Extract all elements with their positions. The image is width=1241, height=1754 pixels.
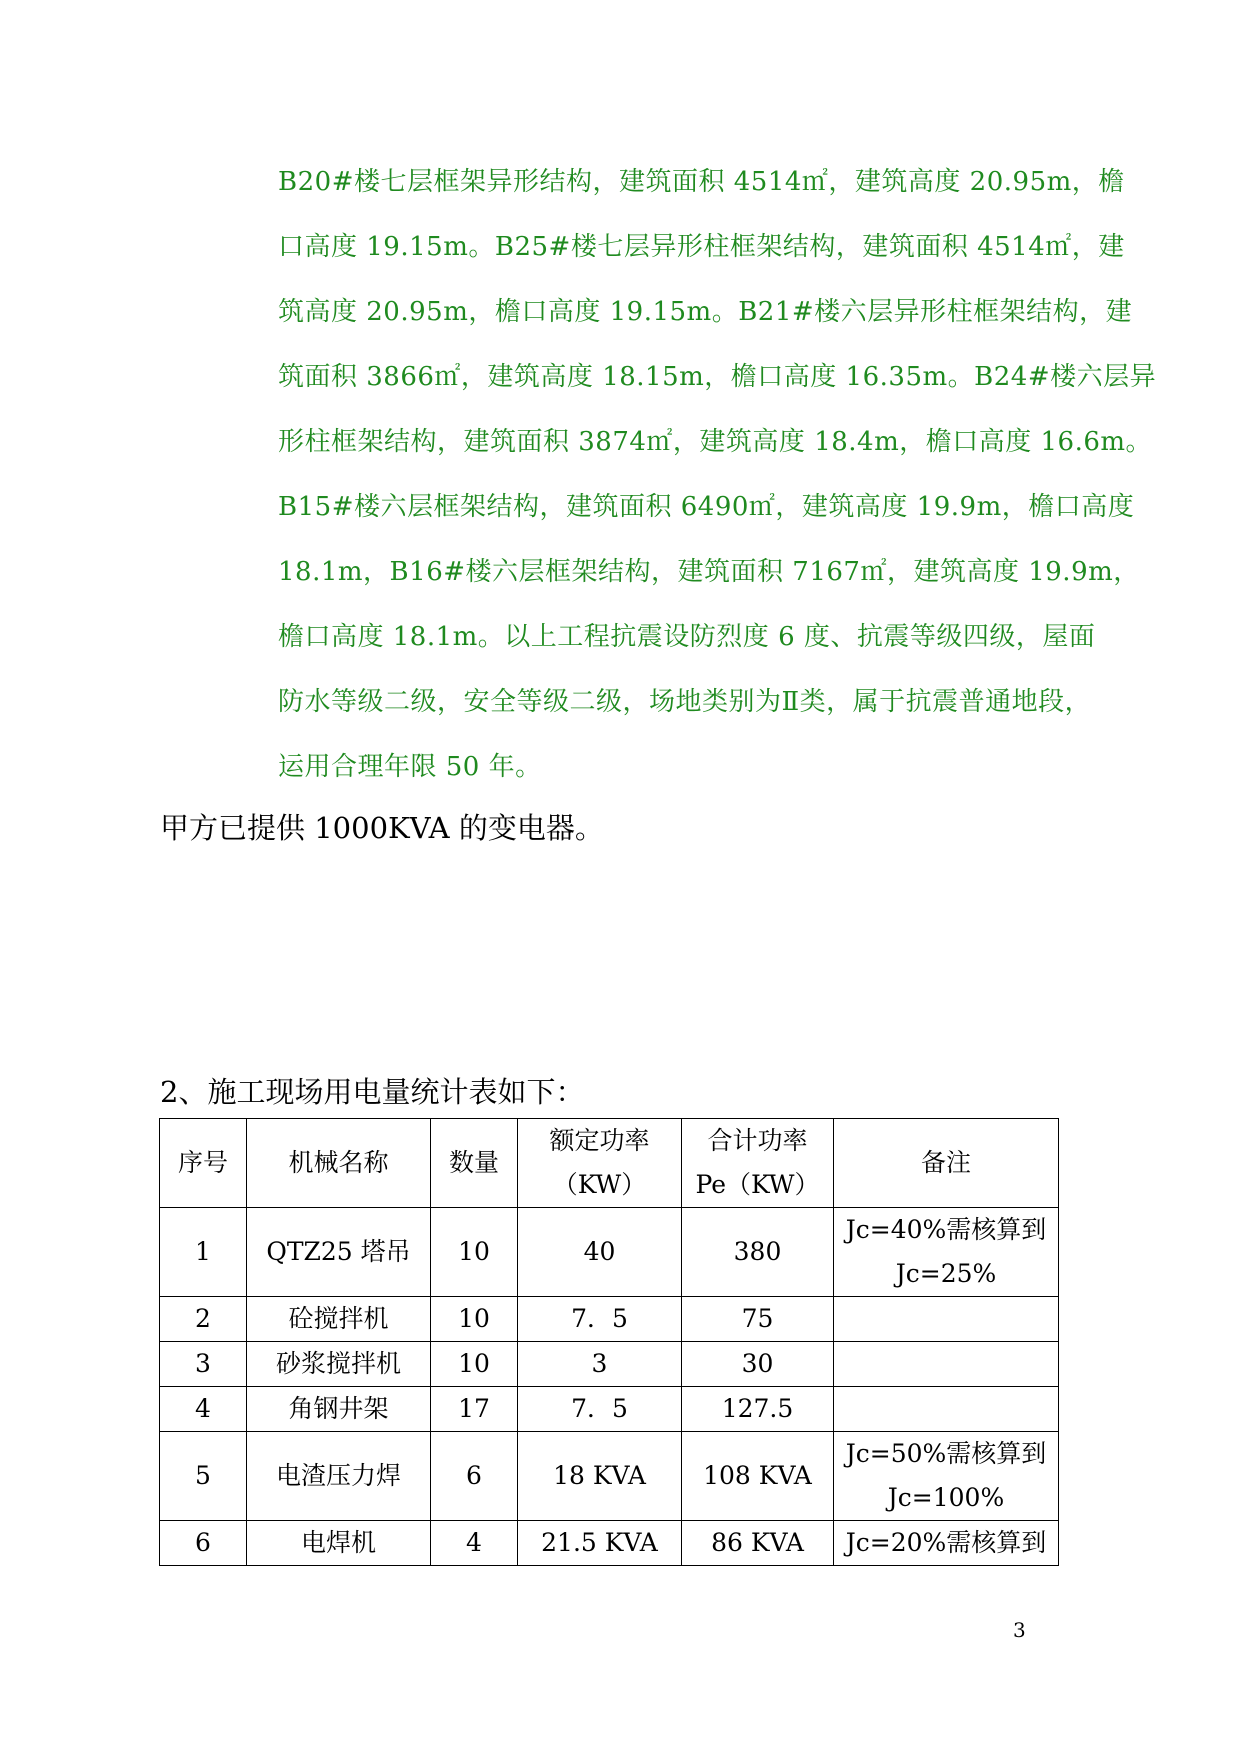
cell-rated: 7．5 bbox=[518, 1387, 682, 1432]
cell-total: 30 bbox=[682, 1342, 834, 1387]
cell-total: 108 KVA bbox=[682, 1432, 834, 1521]
header-total-line2: Pe（KW） bbox=[695, 1170, 820, 1199]
cell-seq: 1 bbox=[160, 1208, 247, 1297]
table-header-row bbox=[160, 1119, 1059, 1208]
paragraph-line: 运用合理年限 50 年。 bbox=[278, 752, 542, 782]
cell-qty: 6 bbox=[431, 1432, 518, 1521]
table-row bbox=[160, 1342, 1059, 1387]
paragraph-line: 口高度 19.15m。B25#楼七层异形柱框架结构，建筑面积 4514㎡，建 bbox=[278, 232, 1125, 262]
page-number: 3 bbox=[1013, 1618, 1026, 1642]
cell-qty: 10 bbox=[431, 1297, 518, 1342]
cell-seq: 4 bbox=[160, 1387, 247, 1432]
power-usage-table bbox=[159, 1118, 1059, 1566]
paragraph-line: B20#楼七层框架异形结构，建筑面积 4514㎡，建筑高度 20.95m，檐 bbox=[278, 167, 1125, 197]
cell-total: 380 bbox=[682, 1208, 834, 1297]
paragraph-line: 筑高度 20.95m，檐口高度 19.15m。B21#楼六层异形柱框架结构，建 bbox=[278, 297, 1133, 327]
cell-note bbox=[834, 1208, 1059, 1297]
cell-total: 75 bbox=[682, 1297, 834, 1342]
header-rated-line1: 额定功率 bbox=[549, 1126, 650, 1155]
cell-rated: 21.5 KVA bbox=[518, 1521, 682, 1566]
cell-note bbox=[834, 1342, 1059, 1387]
cell-rated: 40 bbox=[518, 1208, 682, 1297]
header-note: 备注 bbox=[834, 1119, 1059, 1208]
header-total-line1: 合计功率 bbox=[707, 1126, 808, 1155]
cell-note bbox=[834, 1432, 1059, 1521]
cell-name: 角钢井架 bbox=[247, 1387, 431, 1432]
paragraph-line: B15#楼六层框架结构，建筑面积 6490㎡，建筑高度 19.9m，檐口高度 bbox=[278, 492, 1135, 522]
cell-seq: 6 bbox=[160, 1521, 247, 1566]
paragraph-line: 形柱框架结构，建筑面积 3874㎡，建筑高度 18.4m，檐口高度 16.6m。 bbox=[278, 427, 1153, 457]
cell-seq: 5 bbox=[160, 1432, 247, 1521]
transformer-note: 甲方已提供 1000KVA 的变电器。 bbox=[160, 811, 604, 845]
note-line2: Jc=100% bbox=[887, 1483, 1005, 1512]
table-row bbox=[160, 1432, 1059, 1521]
cell-name: QTZ25 塔吊 bbox=[247, 1208, 431, 1297]
section-heading: 2、施工现场用电量统计表如下： bbox=[160, 1075, 585, 1109]
cell-note: Jc=20%需核算到 bbox=[834, 1521, 1059, 1566]
cell-rated: 18 KVA bbox=[518, 1432, 682, 1521]
cell-total: 127.5 bbox=[682, 1387, 834, 1432]
cell-qty: 10 bbox=[431, 1208, 518, 1297]
note-line2: Jc=25% bbox=[895, 1259, 997, 1288]
header-name: 机械名称 bbox=[247, 1119, 431, 1208]
cell-qty: 10 bbox=[431, 1342, 518, 1387]
cell-note bbox=[834, 1297, 1059, 1342]
table-row bbox=[160, 1387, 1059, 1432]
note-line1: Jc=40%需核算到 bbox=[845, 1215, 1047, 1244]
table-row bbox=[160, 1208, 1059, 1297]
paragraph-line: 18.1m，B16#楼六层框架结构，建筑面积 7167㎡，建筑高度 19.9m， bbox=[278, 557, 1140, 587]
header-qty: 数量 bbox=[431, 1119, 518, 1208]
cell-rated: 7．5 bbox=[518, 1297, 682, 1342]
building-description-paragraph bbox=[278, 150, 1157, 800]
table-row bbox=[160, 1521, 1059, 1566]
header-rated-line2: （KW） bbox=[552, 1170, 647, 1199]
cell-name: 砂浆搅拌机 bbox=[247, 1342, 431, 1387]
paragraph-line: 防水等级二级，安全等级二级，场地类别为Ⅱ类，属于抗震普通地段， bbox=[278, 687, 1092, 717]
cell-rated: 3 bbox=[518, 1342, 682, 1387]
cell-total: 86 KVA bbox=[682, 1521, 834, 1566]
cell-name: 电焊机 bbox=[247, 1521, 431, 1566]
table-row bbox=[160, 1297, 1059, 1342]
header-total-power bbox=[682, 1119, 834, 1208]
cell-note bbox=[834, 1387, 1059, 1432]
cell-name: 砼搅拌机 bbox=[247, 1297, 431, 1342]
paragraph-line: 筑面积 3866㎡，建筑高度 18.15m，檐口高度 16.35m。B24#楼六层异 bbox=[278, 362, 1157, 392]
header-rated-power bbox=[518, 1119, 682, 1208]
note-line1: Jc=50%需核算到 bbox=[845, 1439, 1047, 1468]
cell-seq: 3 bbox=[160, 1342, 247, 1387]
cell-qty: 4 bbox=[431, 1521, 518, 1566]
cell-qty: 17 bbox=[431, 1387, 518, 1432]
paragraph-line: 檐口高度 18.1m。以上工程抗震设防烈度 6 度、抗震等级四级，屋面 bbox=[278, 622, 1096, 652]
cell-name: 电渣压力焊 bbox=[247, 1432, 431, 1521]
header-seq: 序号 bbox=[160, 1119, 247, 1208]
cell-seq: 2 bbox=[160, 1297, 247, 1342]
